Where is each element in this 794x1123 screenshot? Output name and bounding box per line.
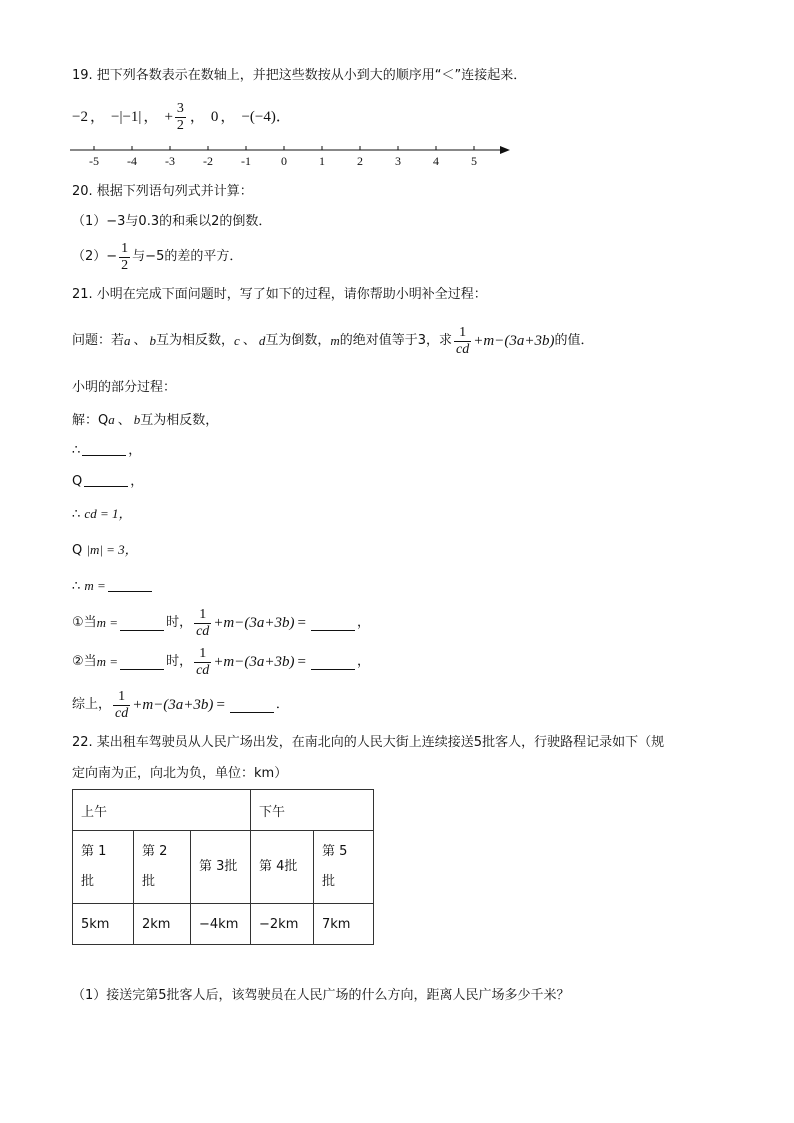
fraction-denominator: cd [115,705,129,721]
answer-blank[interactable] [82,441,126,456]
fraction-1-cd [194,646,211,679]
expression-tail: +m−(3a+3b) [473,333,555,349]
separator: ， [143,109,159,125]
because-symbol: Q [72,474,83,489]
solution-line-5 [72,540,138,561]
fraction-1-cd [113,689,130,722]
fraction-numerator: 1 [199,606,207,622]
number-line-arrow [500,146,510,154]
therefore-symbol: ∴ [72,579,81,594]
q21-text: 21. 小明在完成下面问题时，写了如下的过程，请你帮助小明补全过程： [72,287,487,302]
q19-text: 19. 把下列各数表示在数轴上，并把这些数按从小到大的顺序用“＜”连接起来． [72,68,527,83]
fraction-denominator: 2 [121,257,129,273]
case-2-line [72,643,370,681]
var-c: c [234,333,240,348]
m-equals: m = [96,615,119,630]
number-5: −(−4) [241,109,276,125]
answer-blank[interactable] [120,655,164,670]
solution-line-4 [72,504,131,525]
batch-cell: 第 2 批 [134,831,191,904]
fraction-1-cd [454,325,471,358]
var-a: a [108,412,115,427]
fraction-numerator: 1 [199,645,207,661]
batch-cell: 第 3批 [191,831,251,904]
fraction-numerator: 1 [459,324,467,340]
m-equals: m = [84,578,106,593]
solution-text: 互为相反数， [140,413,219,428]
q22-text-1: 22. 某出租车驾驶员从人民广场出发，在南北向的人民大街上连续接送5批客人，行驶路程记录如下（规 [72,735,665,750]
dun-mark: 、 [117,413,131,428]
answer-blank[interactable] [230,698,274,713]
q20-text: 20. 根据下列语句列式并计算： [72,184,253,199]
solution-line-6 [72,576,154,597]
solution-line-3 [72,472,143,492]
value-text: 的值． [554,333,594,348]
part2-suffix: 与−5的差的平方． [132,249,243,264]
batch-row [73,831,374,904]
case-1-line [72,604,370,642]
equals-sign: = [216,697,225,713]
tick-label: 2 [357,154,363,168]
fraction-numerator: 3 [176,100,184,116]
header-afternoon: 下午 [251,790,374,831]
answer-blank[interactable] [120,616,164,631]
solution-line-2 [72,441,141,461]
when-text: 时， [166,615,193,630]
separator: ， [220,109,236,125]
comma: ， [356,615,370,630]
cd-equals-one: cd = 1， [84,506,132,521]
tick-label: -2 [203,154,213,168]
period: ． [275,697,289,712]
distance-cell: 7km [314,904,374,945]
part2-prefix: （2）− [72,249,118,264]
m-equals: m = [96,654,119,669]
period: ． [275,109,291,125]
q21-problem [72,322,593,360]
answer-blank[interactable] [311,616,355,631]
number-1: −2 [72,109,88,125]
q22-text-2: 定向南为正，向北为负，单位：km） [72,766,288,781]
reciprocal-text: 互为倒数， [265,333,331,348]
separator: ， [89,109,105,125]
var-a: a [124,333,131,348]
fraction-numerator: 1 [118,688,126,704]
therefore-symbol: ∴ [72,507,81,522]
abs-text: 的绝对值等于3，求 [339,333,453,348]
dun-mark: 、 [133,333,147,348]
q20-part1: （1）−3与0.3的和乘以2的倒数． [72,214,272,229]
distance-cell: 2km [134,904,191,945]
q19-numbers [72,100,291,134]
fraction-denominator: cd [196,662,210,678]
answer-blank[interactable] [311,655,355,670]
value-row [73,904,374,945]
comma: ， [356,654,370,669]
problem-prefix: 问题：若 [72,333,125,348]
dun-mark: 、 [242,333,256,348]
number-3-fraction [175,101,186,134]
fraction-denominator: 2 [176,117,184,133]
equals-sign: = [297,654,306,670]
when-text: 时， [166,654,193,669]
opposite-text: 互为相反数， [156,333,235,348]
batch-cell: 第 4批 [251,831,314,904]
distance-cell: 5km [73,904,134,945]
tick-label: 3 [395,154,401,168]
batch-cell: 第 5 批 [314,831,374,904]
therefore-symbol: ∴ [72,443,81,458]
var-b: b [149,333,157,348]
half-fraction [119,241,130,274]
comma: ， [130,474,144,489]
tick-label: -1 [241,154,251,168]
solution-line-1 [72,410,218,431]
case-2-label: ②当 [72,654,97,669]
expression-tail: +m−(3a+3b) [213,654,295,670]
number-3-sign: + [164,109,173,125]
tick-label: -3 [165,154,175,168]
summary-line [72,686,289,724]
number-4: 0 [210,109,219,125]
abs-m-equals-3: |m| = 3， [86,542,138,557]
separator: ， [189,109,205,125]
trip-table [72,789,374,945]
solution-prefix: 解：Q [72,413,109,428]
because-symbol: Q [72,543,83,558]
q20-part2 [72,240,242,274]
tick-label: 1 [319,154,325,168]
tick-label: 0 [281,154,287,168]
fraction-denominator: cd [456,341,470,357]
tick-label: 4 [433,154,439,168]
var-m: m [330,333,340,348]
summary-label: 综上， [72,697,112,712]
distance-cell: −2km [251,904,314,945]
distance-cell: −4km [191,904,251,945]
var-b: b [133,412,141,427]
fraction-numerator: 1 [121,240,129,256]
tick-label: -4 [127,154,137,168]
number-line [68,142,518,170]
equals-sign: = [297,615,306,631]
case-1-label: ①当 [72,615,97,630]
number-2: −|−1| [110,109,142,125]
tick-label: -5 [89,154,99,168]
expression-tail: +m−(3a+3b) [132,697,214,713]
answer-blank[interactable] [108,577,152,592]
header-morning: 上午 [73,790,251,831]
fraction-1-cd [194,607,211,640]
q22-part1: （1）接送完第5批客人后，该驾驶员在人民广场的什么方向，距离人民广场多少千米？ [72,988,570,1003]
batch-cell: 第 1 批 [73,831,134,904]
answer-blank[interactable] [84,472,128,487]
fraction-denominator: cd [196,623,210,639]
expression-tail: +m−(3a+3b) [213,615,295,631]
var-d: d [258,333,266,348]
partial-label: 小明的部分过程： [72,380,177,395]
tick-label: 5 [471,154,477,168]
comma: ， [128,443,142,458]
